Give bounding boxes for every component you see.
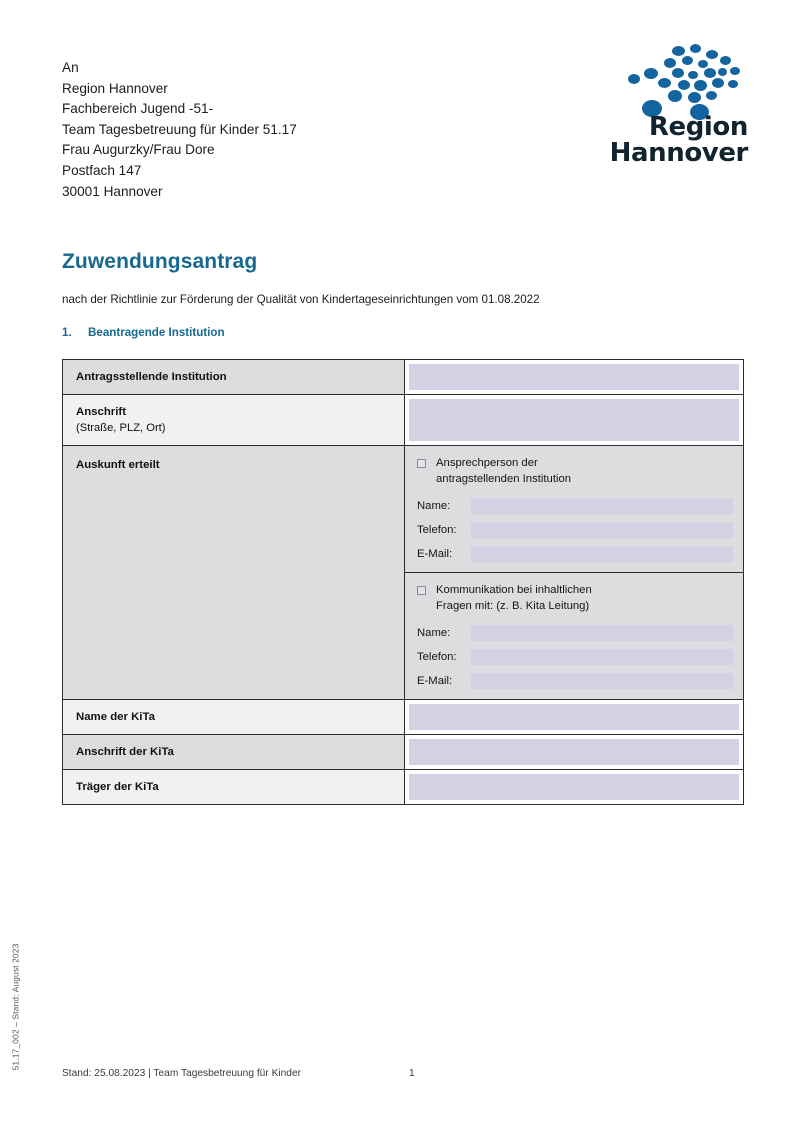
side-version-stamp-text: 51.17_002 – Stand: August 2023 xyxy=(10,943,20,1071)
row-label-text: Name der KiTa xyxy=(76,711,155,724)
table-row xyxy=(63,700,743,735)
kita-address-input[interactable] xyxy=(409,739,739,765)
field-row xyxy=(417,546,733,562)
auskunft-cell xyxy=(405,446,743,699)
ansprechperson-telefon-input[interactable] xyxy=(471,522,733,538)
document-subtitle: nach der Richtlinie zur Förderung der Qualität von Kindertageseinrichtungen vom 01.08.2022 xyxy=(62,293,540,306)
checkbox-label xyxy=(436,583,592,614)
address-line: Frau Augurzky/Frau Dore xyxy=(62,142,215,158)
row-value-cell xyxy=(405,700,743,734)
field-row xyxy=(417,649,733,665)
row-value-cell xyxy=(405,735,743,769)
section-title: Beantragende Institution xyxy=(88,326,225,339)
checkbox-row[interactable] xyxy=(417,456,733,487)
side-version-stamp xyxy=(0,930,30,1100)
address-line: 30001 Hannover xyxy=(62,183,163,199)
field-row xyxy=(417,498,733,514)
checkbox-row[interactable] xyxy=(417,583,733,614)
checkbox-label-line: Ansprechperson der xyxy=(436,457,538,469)
checkbox-label-line: antragstellenden Institution xyxy=(436,472,572,485)
institution-name-input[interactable] xyxy=(409,364,739,390)
row-label xyxy=(63,395,405,445)
recipient-address-block xyxy=(62,58,297,202)
applicant-form-table xyxy=(62,359,744,805)
institution-address-input[interactable] xyxy=(409,399,739,441)
checkbox-label-line: Kommunikation bei inhaltlichen xyxy=(436,584,592,597)
checkbox-label-line: Fragen mit: (z. B. Kita Leitung) xyxy=(436,599,590,612)
table-row xyxy=(63,735,743,770)
kita-traeger-input[interactable] xyxy=(409,774,739,800)
contact-group-ansprechperson xyxy=(405,446,743,573)
ansprechperson-name-input[interactable] xyxy=(471,498,733,514)
row-value-cell xyxy=(405,770,743,804)
checkbox-icon[interactable] xyxy=(417,586,426,595)
kita-name-input[interactable] xyxy=(409,704,739,730)
checkbox-label xyxy=(436,456,571,487)
row-label xyxy=(63,446,405,699)
row-label-text: Anschrift xyxy=(76,406,126,418)
footer-text: Stand: 25.08.2023 | Team Tagesbetreuung für Kinder xyxy=(62,1068,302,1079)
row-label xyxy=(63,360,405,394)
kommunikation-email-input[interactable] xyxy=(471,673,733,689)
address-line: Fachbereich Jugend -51- xyxy=(62,101,214,117)
section-heading xyxy=(62,326,225,339)
field-label: Name: xyxy=(417,500,451,513)
address-line: Postfach 147 xyxy=(62,162,142,178)
row-label-text: Antragsstellende Institution xyxy=(76,371,227,383)
field-label: E-Mail: xyxy=(417,675,453,688)
section-number: 1. xyxy=(62,326,72,339)
row-label-text: Träger der KiTa xyxy=(76,781,159,794)
table-row xyxy=(63,360,743,395)
address-line: An xyxy=(62,60,79,75)
field-label: Telefon: xyxy=(417,651,457,664)
row-label xyxy=(63,735,405,769)
field-label: Telefon: xyxy=(417,524,457,537)
region-hannover-logo xyxy=(548,44,748,166)
page-footer xyxy=(62,1068,744,1079)
table-row xyxy=(63,446,743,700)
table-row xyxy=(63,770,743,804)
field-row xyxy=(417,522,733,538)
ansprechperson-email-input[interactable] xyxy=(471,546,733,562)
kommunikation-telefon-input[interactable] xyxy=(471,649,733,665)
field-row xyxy=(417,673,733,689)
contact-group-kommunikation xyxy=(405,573,743,699)
field-row xyxy=(417,625,733,641)
address-line: Region Hannover xyxy=(62,80,168,96)
checkbox-icon[interactable] xyxy=(417,459,426,468)
field-label: E-Mail: xyxy=(417,548,453,561)
page-title: Zuwendungsantrag xyxy=(62,250,258,273)
row-sublabel-text: (Straße, PLZ, Ort) xyxy=(76,422,166,434)
table-row xyxy=(63,395,743,446)
row-label-text: Anschrift der KiTa xyxy=(76,746,174,759)
page-number: 1 xyxy=(409,1068,415,1079)
field-label: Name: xyxy=(417,627,451,640)
kommunikation-name-input[interactable] xyxy=(471,625,733,641)
row-label xyxy=(63,700,405,734)
logo-wordmark: Region Hannover xyxy=(609,112,748,168)
row-label-text: Auskunft erteilt xyxy=(76,459,160,471)
row-label xyxy=(63,770,405,804)
address-line: Team Tagesbetreuung für Kinder 51.17 xyxy=(62,121,297,137)
row-value-cell xyxy=(405,395,743,445)
row-value-cell xyxy=(405,360,743,394)
